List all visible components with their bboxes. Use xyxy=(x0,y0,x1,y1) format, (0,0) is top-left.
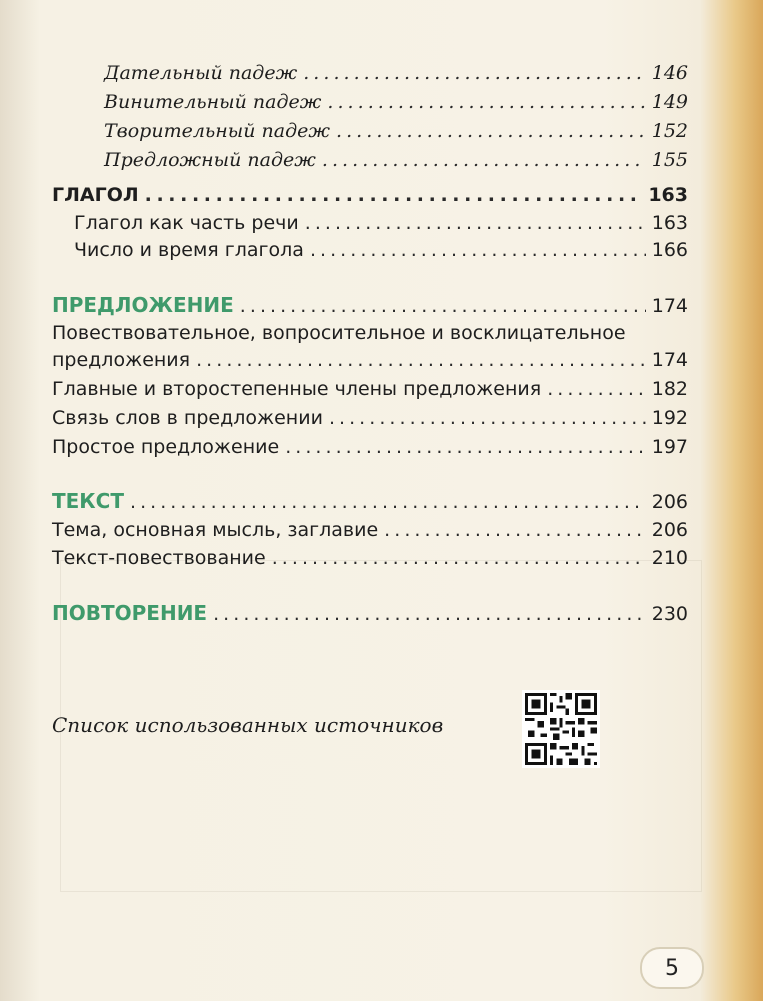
toc-row[interactable] xyxy=(104,89,688,115)
toc-row[interactable] xyxy=(52,376,688,402)
toc-row-page: 206 xyxy=(651,519,688,541)
toc-row-page: 192 xyxy=(651,407,688,429)
toc-row-label: Предложный падеж xyxy=(104,149,316,171)
section-title: ТЕКСТ xyxy=(52,489,124,513)
toc-row[interactable] xyxy=(52,405,688,431)
toc-leader-dots xyxy=(329,405,646,431)
toc-row-page: 182 xyxy=(651,378,688,400)
toc-row-label: Текст-повествование xyxy=(52,547,266,569)
toc-leader-dots xyxy=(213,601,646,627)
toc-leader-dots xyxy=(336,118,646,144)
toc-leader-dots xyxy=(310,237,646,263)
toc-row-page: 210 xyxy=(651,547,688,569)
toc-row[interactable] xyxy=(104,118,688,144)
toc-section-verb[interactable] xyxy=(52,182,688,208)
toc-row-page: 206 xyxy=(651,491,688,513)
toc-leader-dots xyxy=(272,545,646,571)
toc-leader-dots xyxy=(384,517,646,543)
section-title: ГЛАГОЛ xyxy=(52,184,139,206)
toc-leader-dots xyxy=(305,210,646,236)
section-title: ПРЕДЛОЖЕНИЕ xyxy=(52,293,234,317)
toc-row-page: 155 xyxy=(651,149,688,171)
sources-link[interactable]: Список использованных источников xyxy=(52,713,444,737)
toc-row-label: Число и время глагола xyxy=(74,239,304,261)
toc-leader-dots xyxy=(547,376,646,402)
toc-row-page: 152 xyxy=(651,120,688,142)
toc-row[interactable] xyxy=(104,147,688,173)
toc-leader-dots xyxy=(145,182,643,208)
toc-row-label: Дательный падеж xyxy=(104,62,298,84)
toc-leader-dots xyxy=(196,347,646,373)
toc-row-page: 163 xyxy=(651,212,688,234)
toc-leader-dots xyxy=(285,434,646,460)
toc-row-label: Простое предложение xyxy=(52,436,280,458)
toc-leader-dots xyxy=(322,147,646,173)
toc-section-text[interactable] xyxy=(52,488,688,515)
toc-row-label: Связь слов в предложении xyxy=(52,407,323,429)
toc-row-label: Тема, основная мысль, заглавие xyxy=(52,519,379,541)
toc-row-page: 230 xyxy=(651,603,688,625)
toc-section-sentence[interactable] xyxy=(52,292,688,319)
toc-row[interactable] xyxy=(52,347,688,373)
toc-leader-dots xyxy=(303,60,646,86)
toc-row-label: Глагол как часть речи xyxy=(74,212,299,234)
toc-row-page: 174 xyxy=(651,349,688,371)
toc-row-label: Винительный падеж xyxy=(104,91,322,113)
toc-section-repeat[interactable] xyxy=(52,600,688,627)
section-title: ПОВТОРЕНИЕ xyxy=(52,601,208,625)
toc-row-page: 146 xyxy=(651,62,688,84)
toc-row-page: 163 xyxy=(648,184,688,206)
toc-row[interactable] xyxy=(52,545,688,571)
toc-row-page: 197 xyxy=(651,436,688,458)
toc-row-page: 149 xyxy=(651,91,688,113)
toc-row-label-line1[interactable]: Повествовательное, вопросительное и восклицательное xyxy=(52,322,626,344)
toc-row[interactable] xyxy=(74,210,688,236)
toc-row[interactable] xyxy=(52,517,688,543)
toc-row-page: 174 xyxy=(651,295,688,317)
toc-leader-dots xyxy=(130,489,646,515)
toc-row[interactable] xyxy=(74,237,688,263)
toc-leader-dots xyxy=(240,293,646,319)
toc-row-label: Творительный падеж xyxy=(104,120,330,142)
page-number: 5 xyxy=(665,955,679,981)
toc-row-label: предложения xyxy=(52,349,191,371)
toc-leader-dots xyxy=(327,89,645,115)
toc-row-page: 166 xyxy=(651,239,688,261)
toc-row[interactable] xyxy=(52,434,688,460)
qr-code-icon[interactable] xyxy=(522,690,600,768)
page-number-badge xyxy=(640,947,704,989)
toc-row-label: Главные и второстепенные члены предложения xyxy=(52,378,542,400)
toc-row[interactable] xyxy=(104,60,688,86)
